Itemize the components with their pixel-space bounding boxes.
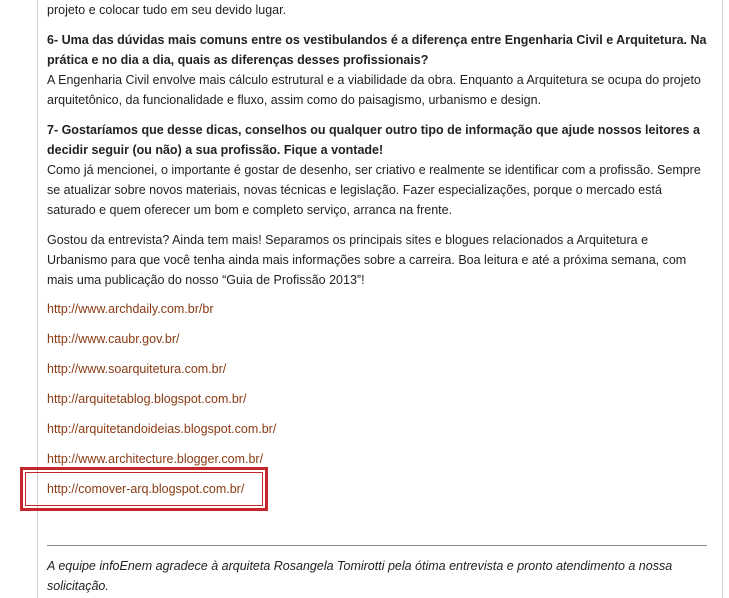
closing-paragraph: Gostou da entrevista? Ainda tem mais! Separamos os principais sites e blogues relacionados a Arquitetura e Urbanismo para que você tenha ainda mais informações sobre a carreira. Boa leitura e até a próxima semana, com mais uma publicação do nosso “Guia de Profissão 2013”! — [47, 233, 687, 287]
link-architecture-blogger[interactable]: http://www.architecture.blogger.com.br/ — [47, 452, 264, 466]
intro-tail-text: projeto e colocar tudo em seu devido lugar. — [47, 3, 287, 17]
link-item — [47, 449, 263, 469]
answer-6: A Engenharia Civil envolve mais cálculo estrutural e a viabilidade da obra. Enquanto a Arquitetura se ocupa do projeto arquitetônico, da funcionalidade e fluxo, assim como do paisagismo, urbanismo e design. — [47, 73, 701, 107]
link-comover-arq[interactable]: http://comover-arq.blogspot.com.br/ — [47, 482, 245, 496]
link-item — [47, 419, 276, 439]
answer-7: Como já mencionei, o importante é gostar de desenho, ser criativo e realmente se identificar com a profissão. Sempre se atualizar sobre novos materiais, novas técnicas e legislação. Fazer especializações, porque o mercado está saturado e quem oferecer um bom e completo serviço, arranca na frente. — [47, 163, 701, 217]
divider — [47, 545, 707, 546]
link-archdaily[interactable]: http://www.archdaily.com.br/br — [47, 302, 214, 316]
question-6: 6- Uma das dúvidas mais comuns entre os vestibulandos é a diferença entre Engenharia Civil e Arquitetura. Na prática e no dia a dia, quais as diferenças desses profissionais? — [47, 33, 707, 67]
link-item — [47, 299, 214, 319]
link-caubr[interactable]: http://www.caubr.gov.br/ — [47, 332, 180, 346]
link-item — [47, 359, 226, 379]
link-item — [47, 329, 179, 349]
highlight-box — [20, 467, 268, 511]
link-item — [47, 389, 246, 409]
footer-note: A equipe infoEnem agradece à arquiteta Rosangela Tomirotti pela ótima entrevista e pronto atendimento a nossa solicitação. — [47, 559, 673, 593]
link-arquitetandoideias[interactable]: http://arquitetandoideias.blogspot.com.br/ — [47, 422, 277, 436]
link-arquitetablog[interactable]: http://arquitetablog.blogspot.com.br/ — [47, 392, 247, 406]
link-soarquitetura[interactable]: http://www.soarquitetura.com.br/ — [47, 362, 227, 376]
question-7: 7- Gostaríamos que desse dicas, conselhos ou qualquer outro tipo de informação que ajude nossos leitores a decidir seguir (ou não) a sua profissão. Fique a vontade! — [47, 123, 700, 157]
